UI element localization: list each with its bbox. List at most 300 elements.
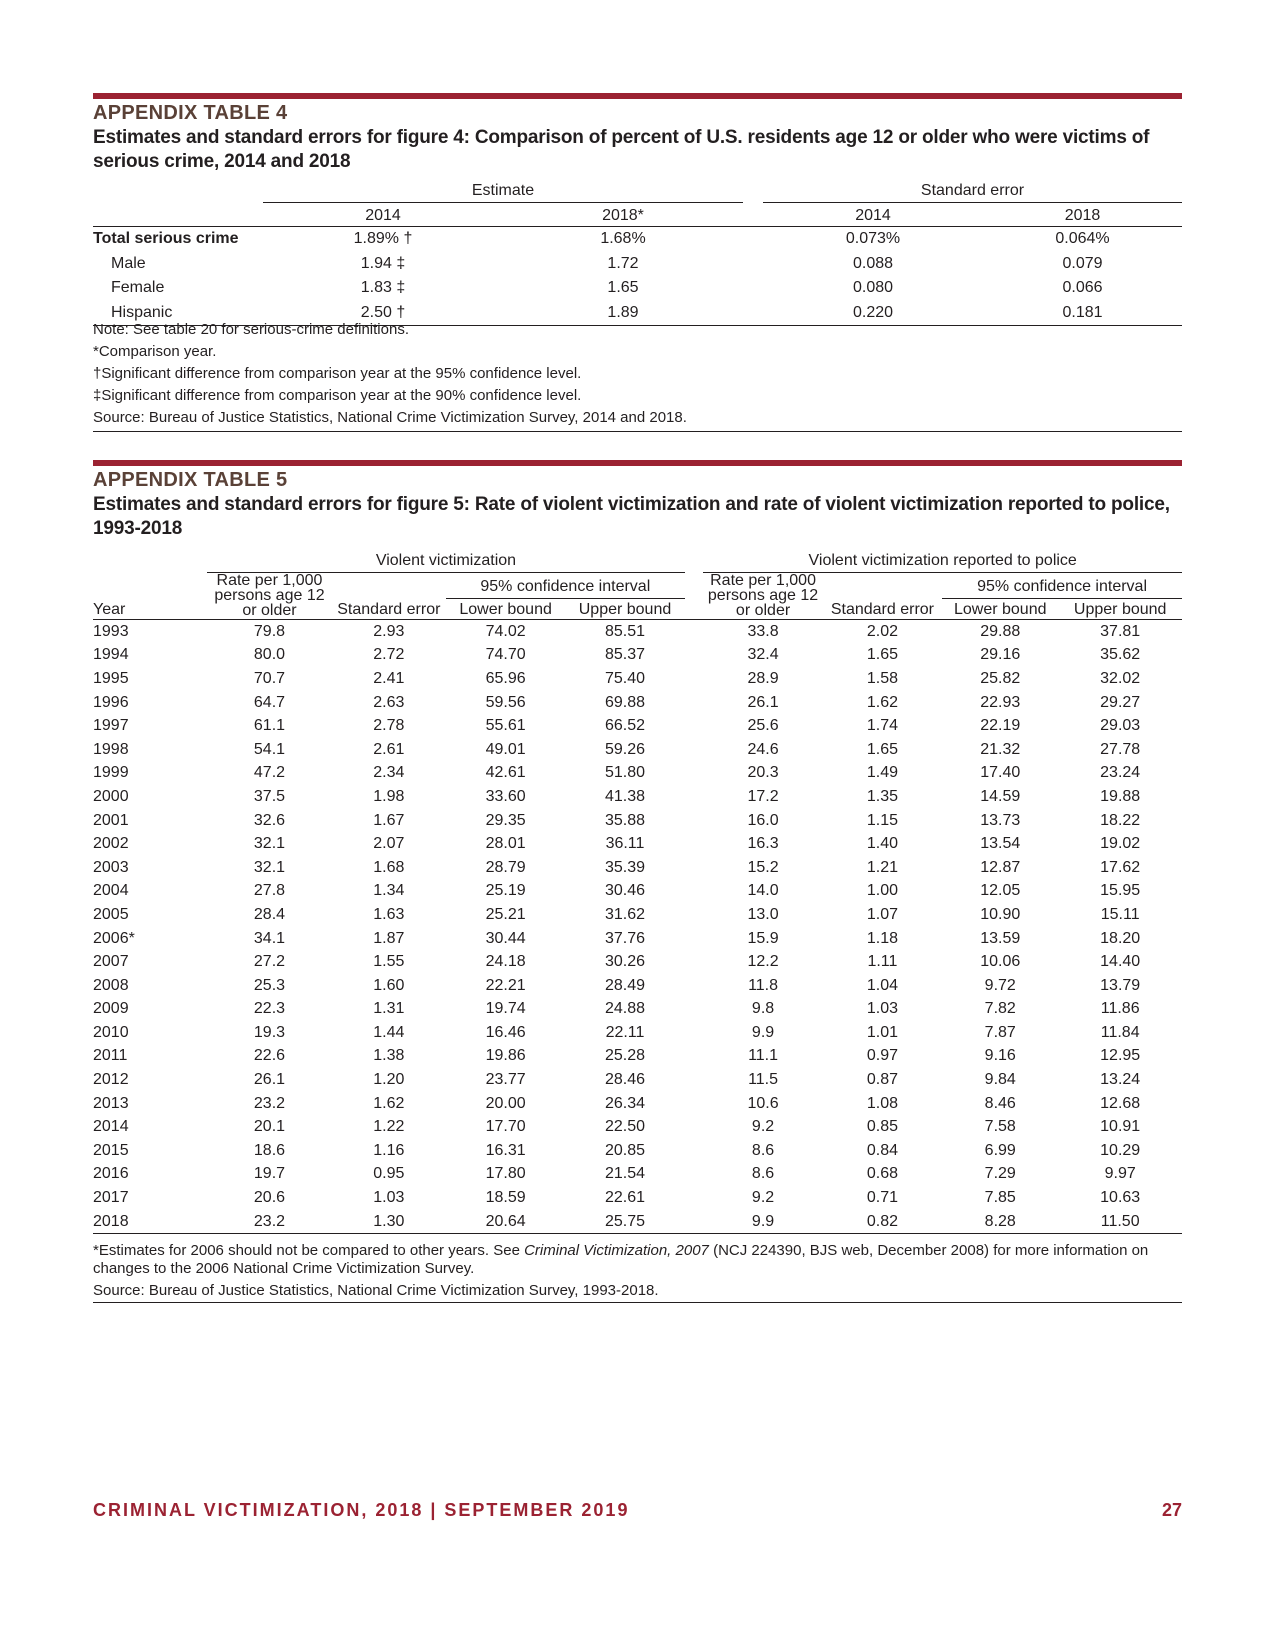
table5-cell: 18.59: [485, 1189, 526, 1207]
table5-cell: 7.58: [984, 1118, 1016, 1136]
table5-spacer: [685, 691, 704, 715]
table4-cell: 0.064%: [1055, 230, 1110, 248]
table5-cell: 13.59: [980, 929, 1021, 947]
table5-cell: 28.79: [485, 858, 526, 876]
table5-spacer: [685, 1045, 704, 1069]
table5-cell: 25.19: [485, 882, 526, 900]
table5-cell: 74.02: [485, 622, 526, 640]
table5-cell: 9.2: [751, 1118, 775, 1136]
table5-cell: 22.93: [980, 693, 1021, 711]
table5-row: [93, 1115, 1182, 1139]
table5-cell: 31.62: [604, 905, 646, 923]
table5-spacer: [685, 667, 704, 691]
table5-cell: 1.20: [373, 1071, 405, 1089]
table5-cell: 17.62: [1100, 858, 1141, 876]
table5-row: [93, 903, 1182, 927]
table5-cell: 85.37: [604, 646, 646, 664]
table5-cell: 17.2: [747, 787, 779, 805]
table5-cell: 18.22: [1100, 811, 1141, 829]
table5-cell: 2.02: [866, 622, 898, 640]
table5-cell: 9.84: [984, 1071, 1016, 1089]
table5-row: [93, 927, 1182, 951]
table5-cell: 1.16: [373, 1141, 405, 1159]
table5-cell: 9.9: [703, 1210, 822, 1234]
table5-year-cell: 2006*: [93, 929, 135, 947]
table5-cell: 30.46: [604, 882, 646, 900]
table5-spacer: [685, 1092, 704, 1116]
table5-row: [93, 644, 1182, 668]
table5-cell: 22.19: [980, 717, 1021, 735]
table5-cell: 28.46: [604, 1071, 646, 1089]
table4-row-label: Hispanic: [93, 301, 263, 326]
table5-spacer: [685, 927, 704, 951]
table5-year-cell: 1994: [93, 646, 129, 664]
table5-spacer: [685, 1210, 704, 1234]
table5-cell: 19.02: [1100, 835, 1141, 853]
table5-citation: Criminal Victimization, 2007: [524, 1242, 709, 1259]
table4-group-estimate: Estimate: [263, 180, 743, 203]
table5-se-header: Standard error: [823, 599, 942, 620]
table5-cell: 19.7: [253, 1165, 286, 1183]
table5-row: [93, 1045, 1182, 1069]
table5-cell: 29.88: [980, 622, 1021, 640]
table5-spacer: [685, 1163, 704, 1187]
table5-cell: 42.61: [485, 764, 526, 782]
table5-cell: 69.88: [604, 693, 646, 711]
table5-ci-header: 95% confidence interval: [942, 573, 1182, 599]
table5-cell: 10.90: [980, 905, 1021, 923]
table5-row: [93, 738, 1182, 762]
table5-cell: 41.38: [604, 787, 646, 805]
table5-cell: 17.40: [980, 764, 1021, 782]
table5-cell: 70.7: [253, 669, 286, 687]
table5-year-cell: 1999: [93, 764, 129, 782]
table5-cell: 1.68: [373, 858, 405, 876]
table5-cell: 6.99: [984, 1141, 1016, 1159]
table5-rate-header: Rate per 1,000 persons age 12 or older: [207, 573, 332, 620]
table5-spacer: [685, 785, 704, 809]
table5-cell: 13.0: [747, 905, 779, 923]
table5-cell: 1.15: [866, 811, 898, 829]
table5-cell: 30.26: [604, 953, 646, 971]
table5-cell: 25.28: [604, 1047, 646, 1065]
table5-cell: 64.7: [253, 693, 286, 711]
table5-cell: 12.95: [1100, 1047, 1141, 1065]
table5-cell: 1.44: [373, 1023, 405, 1041]
table4-cell: 0.080: [852, 279, 894, 297]
table5-cell: 10.63: [1100, 1189, 1141, 1207]
table4-note: †Significant difference from comparison year at the 95% confidence level.: [93, 365, 582, 382]
table5-cell: 9.16: [984, 1047, 1016, 1065]
table5-row: [93, 1186, 1182, 1210]
table5-cell: 32.1: [253, 835, 286, 853]
table5-cell: 13.24: [1100, 1071, 1141, 1089]
table5-spacer: [685, 1139, 704, 1163]
table5-year-cell: 2002: [93, 835, 129, 853]
table5-cell: 79.8: [253, 622, 286, 640]
table5-cell: 28.9: [747, 669, 779, 687]
table5-cell: 35.62: [1100, 646, 1141, 664]
table5-cell: 37.5: [253, 787, 286, 805]
table5-spacer: [685, 762, 704, 786]
table5-year-cell: 2005: [93, 905, 129, 923]
table5-cell: 12.68: [1100, 1094, 1141, 1112]
table5-cell: 24.6: [747, 740, 779, 758]
table5-cell: 23.24: [1100, 764, 1141, 782]
table5-row: [93, 974, 1182, 998]
table5-cell: 7.82: [984, 1000, 1016, 1018]
table5-year-cell: 2015: [93, 1141, 129, 1159]
table5-cell: 2.34: [373, 764, 405, 782]
table5-cell: 36.11: [605, 835, 645, 853]
table5-cell: 1.21: [866, 858, 898, 876]
table5-row: [93, 762, 1182, 786]
table4-cell: 1.68%: [600, 230, 646, 248]
table5-cell: 1.62: [373, 1094, 405, 1112]
table5-row: [93, 1068, 1182, 1092]
table5-spacer: [685, 738, 704, 762]
table5-row: [93, 832, 1182, 856]
table5-spacer: [685, 1115, 704, 1139]
table5-cell: 13.79: [1100, 976, 1141, 994]
table5-body: [93, 620, 1182, 1234]
table5-cell: 20.6: [253, 1189, 286, 1207]
table5-spacer: [685, 998, 704, 1022]
table5-cell: 16.0: [747, 811, 779, 829]
table5-cell: 7.87: [984, 1023, 1016, 1041]
table5-cell: 0.95: [373, 1165, 405, 1183]
table5-cell: 0.82: [823, 1210, 942, 1234]
table5-cell: 0.84: [866, 1141, 898, 1159]
table5-cell: 17.70: [485, 1118, 526, 1136]
table5-cell: 1.60: [373, 976, 405, 994]
table5-row: [93, 691, 1182, 715]
table5-cell: 22.21: [485, 976, 526, 994]
table5-cell: 20.64: [446, 1210, 565, 1234]
table5-cell: 9.9: [751, 1023, 775, 1041]
table4-cell: 0.220: [763, 301, 983, 326]
table5-cell: 1.55: [373, 953, 405, 971]
table4-row: [93, 252, 1182, 277]
table5-cell: 1.18: [866, 929, 898, 947]
table5-upper-header: Upper bound: [1058, 599, 1182, 620]
table5-year-cell: 1997: [93, 717, 129, 735]
table5-cell: 2.72: [373, 646, 405, 664]
table5-spacer: [685, 809, 704, 833]
table5-cell: 1.07: [866, 905, 898, 923]
table5-cell: 24.88: [604, 1000, 646, 1018]
table5-cell: 1.31: [373, 1000, 405, 1018]
table5-row: [93, 856, 1182, 880]
table5-cell: 25.6: [747, 717, 779, 735]
table5-cell: 8.6: [751, 1141, 775, 1159]
table5-cell: 0.87: [866, 1071, 898, 1089]
table5-row: [93, 1210, 1182, 1234]
table5-cell: 27.2: [253, 953, 286, 971]
table5-rate-header: Rate per 1,000 persons age 12 or older: [703, 573, 822, 620]
table5-cell: 2.93: [373, 622, 405, 640]
table5-cell: 16.3: [747, 835, 779, 853]
table5-cell: 23.77: [485, 1071, 526, 1089]
table5-cell: 0.71: [866, 1189, 898, 1207]
table5-ci-header: 95% confidence interval: [446, 573, 685, 599]
table5-cell: 1.08: [866, 1094, 898, 1112]
table5-cell: 1.87: [373, 929, 405, 947]
table5-cell: 14.0: [747, 882, 779, 900]
table5-cell: 1.35: [866, 787, 898, 805]
table5-row: [93, 809, 1182, 833]
table5-cell: 20.85: [604, 1141, 646, 1159]
table5-row: [93, 880, 1182, 904]
table5-cell: 37.76: [604, 929, 646, 947]
table5-year-cell: 2003: [93, 858, 129, 876]
table5-cell: 22.50: [604, 1118, 646, 1136]
table5-cell: 11.86: [1100, 1000, 1140, 1018]
table4-row: [93, 227, 1182, 252]
table4-title: Estimates and standard errors for figure 4: Comparison of percent of U.S. residents age 12 or older who were victims of serious crime, 2014 and 2018: [93, 127, 1150, 172]
table5-cell: 27.78: [1100, 740, 1141, 758]
table5-cell: 19.3: [253, 1023, 286, 1041]
table5-cell: 20.1: [253, 1118, 286, 1136]
table5-cell: 18.6: [253, 1141, 286, 1159]
table5-se-header: Standard error: [332, 599, 446, 620]
table5-cell: 37.81: [1100, 622, 1141, 640]
table5-cell: 19.86: [485, 1047, 526, 1065]
table5-cell: 2.07: [373, 835, 405, 853]
table5-cell: 11.8: [748, 976, 779, 994]
table5-cell: 1.65: [866, 740, 898, 758]
table4-col-header: 2018*: [503, 203, 743, 227]
table5-spacer: [685, 950, 704, 974]
table4-source: Source: Bureau of Justice Statistics, National Crime Victimization Survey, 2014 and 2018.: [93, 407, 1182, 432]
table5-source: Source: Bureau of Justice Statistics, National Crime Victimization Survey, 1993-2018.: [93, 1282, 1182, 1303]
table5-row: [93, 785, 1182, 809]
table4-cell: 1.83 ‡: [360, 279, 406, 297]
table5-cell: 66.52: [604, 717, 646, 735]
table5-footnote: *Estimates for 2006 should not be compared to other years. See Criminal Victimization, 2007 (NCJ 224390, BJS web, December 2008) for more information on changes to the 2006 National Crime Victimization Survey.: [93, 1242, 1149, 1277]
table5-cell: 30.44: [485, 929, 526, 947]
table5-cell: 16.46: [485, 1023, 526, 1041]
table5-cell: 33.60: [485, 787, 526, 805]
table5-cell: 47.2: [253, 764, 286, 782]
table5-year-cell: 1998: [93, 740, 129, 758]
table5-year-cell: 2008: [93, 976, 129, 994]
table5-year-cell: 2009: [93, 1000, 129, 1018]
table5-cell: 1.01: [866, 1023, 898, 1041]
table4-col-header: 2014: [263, 203, 503, 227]
table5-cell: 1.40: [866, 835, 898, 853]
table5-spacer: [685, 880, 704, 904]
table5-cell: 29.03: [1100, 717, 1141, 735]
table5-spacer: [685, 903, 704, 927]
table5-spacer: [685, 644, 704, 668]
table5-row: [93, 1139, 1182, 1163]
table5-cell: 7.29: [984, 1165, 1016, 1183]
table4-cell: 0.079: [1062, 254, 1103, 272]
table5-row: [93, 620, 1182, 644]
table5: [93, 549, 1182, 1234]
page-number: 27: [1161, 1500, 1182, 1520]
table5-cell: 85.51: [604, 622, 646, 640]
table5-cell: 15.11: [1100, 905, 1140, 923]
table5-cell: 22.61: [604, 1189, 646, 1207]
table5-cell: 17.80: [485, 1165, 526, 1183]
table5-cell: 15.9: [747, 929, 779, 947]
table5-lower-header: Lower bound: [942, 599, 1058, 620]
table5-cell: 13.73: [980, 811, 1021, 829]
table5-spacer: [685, 620, 704, 644]
table5-cell: 22.6: [253, 1047, 286, 1065]
table5-cell: 9.72: [984, 976, 1016, 994]
table5-cell: 55.61: [485, 717, 526, 735]
table5-spacer: [685, 1068, 704, 1092]
table5-cell: 32.1: [253, 858, 286, 876]
table4-cell: 1.89: [503, 301, 743, 326]
table5-cell: 1.98: [373, 787, 405, 805]
table5-cell: 11.5: [748, 1071, 779, 1089]
table5-cell: 22.3: [253, 1000, 286, 1018]
table4-col-header: 2018: [983, 203, 1182, 227]
table4-row-label: Total serious crime: [93, 230, 239, 248]
table5-year-cell: 2010: [93, 1023, 129, 1041]
table5-group-violent-victimization: Violent victimization: [207, 549, 685, 573]
table5-cell: 12.2: [747, 953, 779, 971]
table5-year-cell: 2000: [93, 787, 129, 805]
table5-spacer: [685, 1021, 704, 1045]
table4-cell: 0.066: [1062, 279, 1103, 297]
table5-cell: 26.1: [253, 1071, 286, 1089]
table5-cell: 1.63: [373, 905, 405, 923]
table5-cell: 19.88: [1100, 787, 1141, 805]
table5-cell: 1.30: [332, 1210, 446, 1234]
table5-cell: 1.11: [867, 953, 898, 971]
table5-spacer: [685, 714, 704, 738]
table5-cell: 21.54: [604, 1165, 646, 1183]
table5-cell: 9.2: [751, 1189, 775, 1207]
table5-cell: 10.29: [1100, 1141, 1141, 1159]
table5-cell: 21.32: [980, 740, 1021, 758]
table5-notes: [93, 1242, 1182, 1303]
table5-cell: 1.65: [866, 646, 898, 664]
table5-cell: 13.54: [980, 835, 1021, 853]
table5-cell: 8.6: [751, 1165, 775, 1183]
table5-cell: 1.03: [866, 1000, 898, 1018]
table5-cell: 28.01: [485, 835, 526, 853]
table4-cell: 2.50 †: [263, 301, 503, 326]
table4-cell: 0.088: [852, 254, 894, 272]
table4-cell: 1.65: [607, 279, 639, 297]
table5-year-cell: 2017: [93, 1189, 129, 1207]
table5-cell: 10.06: [980, 953, 1021, 971]
table5-cell: 2.41: [373, 669, 405, 687]
table5-cell: 12.87: [980, 858, 1021, 876]
table4-group-standard-error: Standard error: [763, 180, 1182, 203]
table4-col-header: 2014: [763, 203, 983, 227]
table5-cell: 65.96: [485, 669, 526, 687]
table5-cell: 29.16: [980, 646, 1021, 664]
table5-year-cell: 2007: [93, 953, 129, 971]
table5-year-cell: 2016: [93, 1165, 129, 1183]
table5-cell: 35.39: [604, 858, 646, 876]
table5-cell: 1.00: [866, 882, 898, 900]
table5-cell: 0.68: [866, 1165, 898, 1183]
table5-cell: 75.40: [604, 669, 646, 687]
table5-cell: 74.70: [485, 646, 526, 664]
table4-row-label: Male: [111, 254, 146, 272]
table5-cell: 2.63: [373, 693, 405, 711]
table5-cell: 28.49: [604, 976, 646, 994]
table4-cell: 0.181: [983, 301, 1182, 326]
table5-cell: 2.61: [373, 740, 405, 758]
table5-year-cell: 2013: [93, 1094, 129, 1112]
table5-title: Estimates and standard errors for figure 5: Rate of violent victimization and rate of violent victimization reported to police, 1993-2018: [93, 494, 1170, 539]
table5-cell: 2.78: [373, 717, 405, 735]
table5-cell: 1.67: [373, 811, 405, 829]
table4-row-label: Female: [111, 279, 165, 297]
table5-year-cell: 1993: [93, 622, 129, 640]
table5-cell: 9.97: [1104, 1165, 1136, 1183]
table5-cell: 20.00: [485, 1094, 526, 1112]
table5-cell: 23.2: [253, 1094, 286, 1112]
table5-spacer: [685, 974, 704, 998]
table5-cell: 59.56: [485, 693, 526, 711]
table5-cell: 32.4: [747, 646, 779, 664]
table5-cell: 61.1: [253, 717, 286, 735]
table5-cell: 10.6: [747, 1094, 779, 1112]
table4-cell: 1.72: [607, 254, 639, 272]
table5-cell: 1.49: [866, 764, 898, 782]
table5-spacer: [685, 1186, 704, 1210]
table5-cell: 23.2: [207, 1210, 332, 1234]
table5-cell: 59.26: [604, 740, 646, 758]
table5-year-cell: 2014: [93, 1118, 129, 1136]
table4-note: *Comparison year.: [93, 343, 217, 360]
table5-year-cell: 1996: [93, 693, 129, 711]
table5-year-cell: 2011: [93, 1047, 128, 1065]
table5-cell: 1.58: [866, 669, 898, 687]
table4-cell: 1.89% †: [353, 230, 413, 248]
table5-cell: 25.21: [485, 905, 526, 923]
table5-cell: 7.85: [984, 1189, 1016, 1207]
table5-cell: 1.22: [373, 1118, 405, 1136]
table5-year-cell: 2018: [93, 1210, 207, 1234]
table5-cell: 9.8: [751, 1000, 775, 1018]
table5-cell: 32.02: [1100, 669, 1141, 687]
table5-top-rule: [93, 460, 1182, 466]
table5-cell: 8.28: [942, 1210, 1058, 1234]
table5-cell: 25.82: [980, 669, 1021, 687]
table5-cell: 34.1: [253, 929, 286, 947]
table5-cell: 10.91: [1100, 1118, 1141, 1136]
table5-cell: 25.75: [565, 1210, 684, 1234]
table5-cell: 35.88: [604, 811, 646, 829]
table5-year-cell: 1995: [93, 669, 129, 687]
table5-cell: 15.2: [747, 858, 779, 876]
table5-cell: 8.46: [984, 1094, 1016, 1112]
table4-label: APPENDIX TABLE 4: [93, 102, 288, 124]
table5-cell: 54.1: [253, 740, 286, 758]
table5-cell: 11.1: [748, 1047, 779, 1065]
table5-row: [93, 998, 1182, 1022]
table5-cell: 22.11: [605, 1023, 645, 1041]
table4-row: [93, 276, 1182, 301]
table5-row: [93, 1021, 1182, 1045]
table5-row: [93, 714, 1182, 738]
table5-cell: 1.34: [373, 882, 405, 900]
table4-note: Note: See table 20 for serious-crime definitions.: [93, 321, 409, 338]
table5-cell: 33.8: [747, 622, 779, 640]
table5-year-cell: 2004: [93, 882, 129, 900]
